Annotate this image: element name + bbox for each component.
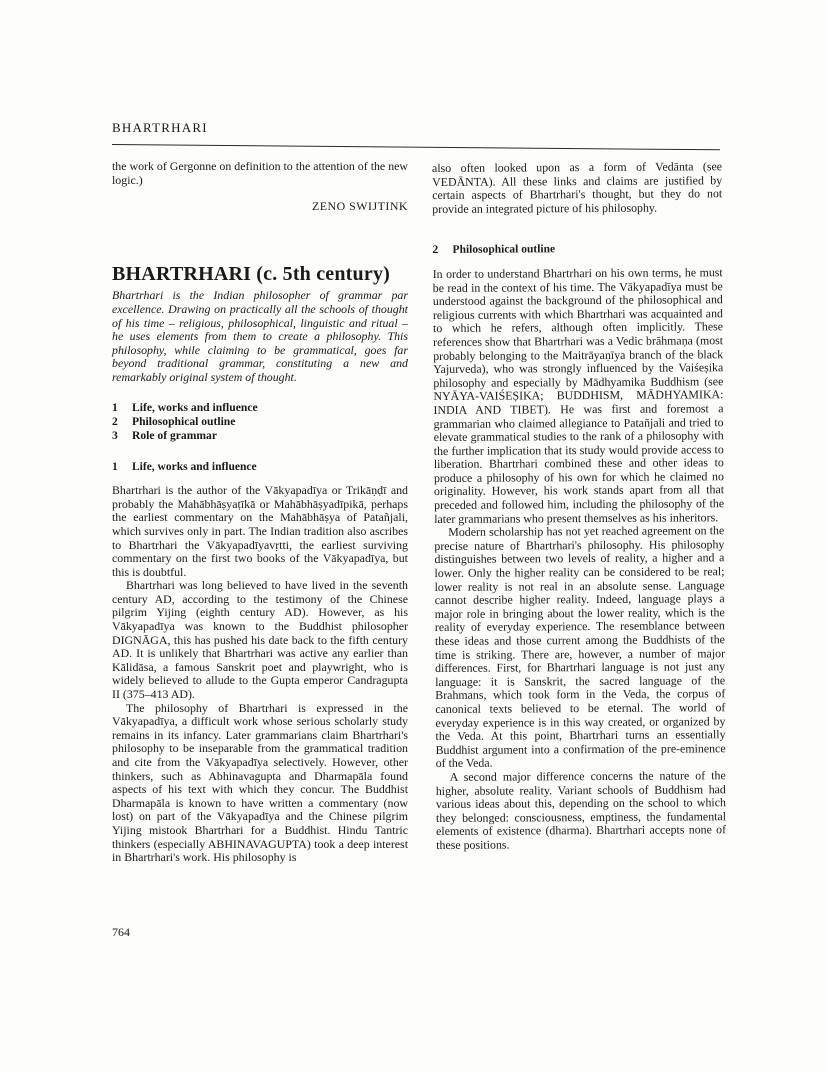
table-of-contents [112, 401, 408, 443]
page-number: 764 [112, 925, 130, 939]
toc-label: Philosophical outline [132, 414, 236, 428]
body-paragraph: A second major difference concerns the nature of the higher, absolute reality. Variant schools of Buddhism had various ideas about this, depending on the school to which they belonged: consciousness, emptiness, the fundamental elements of existence (dharma). Bhartrhari accepts none of these positions. [435, 768, 727, 852]
section-title: Life, works and influence [132, 460, 257, 473]
body-paragraph: The philosophy of Bhartrhari is expressed in the Vākyapadīya, a difficult work whose serious scholarly study remains in its infancy. Later grammarians claim Bhartrhari's philosophy to be inseparable from the grammatical tradition and cite from the Vākyapadīya selectively. However, other thinkers, such as Abhinavagupta and Dharmapāla found aspects of his text with which they concur. The Buddhist Dharmapāla is known to have written a commentary (now lost) on part of the Vākyapadīya and the Chinese pilgrim Yijing mistook Bhartrhari for a Buddhist. Hindu Tantric thinkers (especially ABHINAVAGUPTA) took a deep interest in Bhartrhari's work. His philosophy is [112, 700, 408, 865]
author-signature: ZENO SWIJTINK [312, 199, 408, 214]
continuation-text: also often looked upon as a form of Vedānta (see VEDĀNTA). All these links and claims are justified by certain aspects of Bhartrhari's thought, but they do not provide an integrated picture of his philosophy. [431, 159, 723, 216]
entry-title: BHARTRHARI (c. 5th century) [112, 262, 391, 285]
section-number: 1 [112, 460, 118, 473]
section-number: 2 [432, 244, 439, 257]
running-head: BHARTRHARI [112, 120, 208, 135]
right-column [432, 160, 726, 852]
header-rule [112, 144, 720, 150]
body-paragraph: Modern scholarship has not yet reached agreement on the precise nature of Bhartrhari's philosophy. His philosophy distinguishes between two levels of reality, a higher and a lower. Only the higher reality can be considered to be real; lower reality is not real in an absolute sense. Language cannot describe higher reality. Indeed, language plays a major role in bringing about the lower reality, which is the reality of everyday experience. The resemblance between these ideas and those current among the Buddhists of the time is striking. There are, however, a number of major differences. First, for Bhartrhari language is not just any language: it is Sanskrit, the sacred language of the Brahmans, which took form in the Veda, the corpus of canonical texts believed to be eternal. The world of everyday experience is in this way created, or organized by the Veda. At this point, Bhartrhari turns an essentially Buddhist argument into a confirmation of the pre-eminence of the Veda. [434, 523, 726, 771]
entry-abstract: Bhartrhari is the Indian philosopher of grammar par excellence. Drawing on practically all the schools of thought of his time – religious, philosophical, linguistic and ritual – he uses elements from them to create a philosophy. This philosophy, while claiming to be grammatical, goes far beyond traditional grammar, constituting a new and remarkably original system of thought. [112, 288, 408, 384]
toc-item [112, 429, 408, 443]
section-title: Philosophical outline [452, 243, 556, 257]
toc-number: 1 [112, 400, 118, 414]
toc-label: Role of grammar [132, 428, 217, 442]
body-paragraph: Bhartrhari was long believed to have lived in the seventh century AD, according to the testimony of the Chinese pilgrim Yijing (eighth century AD). However, as his Vākyapadīya was known to the Buddhist philosopher DIGNĀGA, this has pushed his date back to the fifth century AD. It is unlikely that Bhartrhari was active any earlier than Kālidāsa, a famous Sanskrit poet and playwright, who is widely believed to allude to the Gupta emperor Candragupta II (375–413 AD). [112, 578, 408, 702]
section-heading [112, 461, 408, 475]
section-heading [433, 243, 723, 258]
body-paragraph: In order to understand Bhartrhari on his own terms, he must be read in the context of his time. The Vākyapadīya must be understood against the background of the philosophical and religious currents with which Bhartrhari was acquainted and to which he refers, although often implicitly. These references show that Bhartrhari was a Vedic brāhmaṇa (most probably belonging to the Maitrāyaṇīya branch of the black Yajurveda), who was strongly influenced by the Vaiśeṣika philosophy and especially by Mādhyamika Buddhism (see NYĀYA-VAIŚEṢIKA; BUDDHISM, MĀDHYAMIKA: INDIA AND TIBET). He was first and foremost a grammarian who claimed allegiance to Patañjali and tried to elevate grammatical studies to the rank of a philosophy with the further implication that its study would provide access to liberation. Bhartrhari combined these and other ideas to produce a philosophy of his own for which he claimed no originality. However, his work stands apart from all that preceded and followed him, including the philosophy of the later grammarians who present themselves as his inheritors. [432, 265, 725, 526]
continuation-text: the work of Gergonne on definition to the attention of the new logic.) [112, 159, 408, 187]
toc-item [112, 415, 408, 429]
left-column [112, 160, 408, 865]
toc-label: Life, works and influence [132, 400, 258, 414]
toc-number: 2 [112, 414, 118, 428]
toc-item [112, 401, 408, 415]
body-paragraph: Bhartrhari is the author of the Vākyapadīya or Trikāṇḍī and probably the Mahābhāṣyaṭīkā or Mahābhāṣyadīpikā, perhaps the earliest commentary on the Mahābhāṣya of Patañjali, which survives only in part. The Indian tradition also ascribes to Bhartrhari the Vākyapadīyavṛtti, the earliest surviving commentary on the first two books of the Vākyapadīya, but this is doubtful. [112, 483, 408, 579]
toc-number: 3 [112, 428, 118, 442]
